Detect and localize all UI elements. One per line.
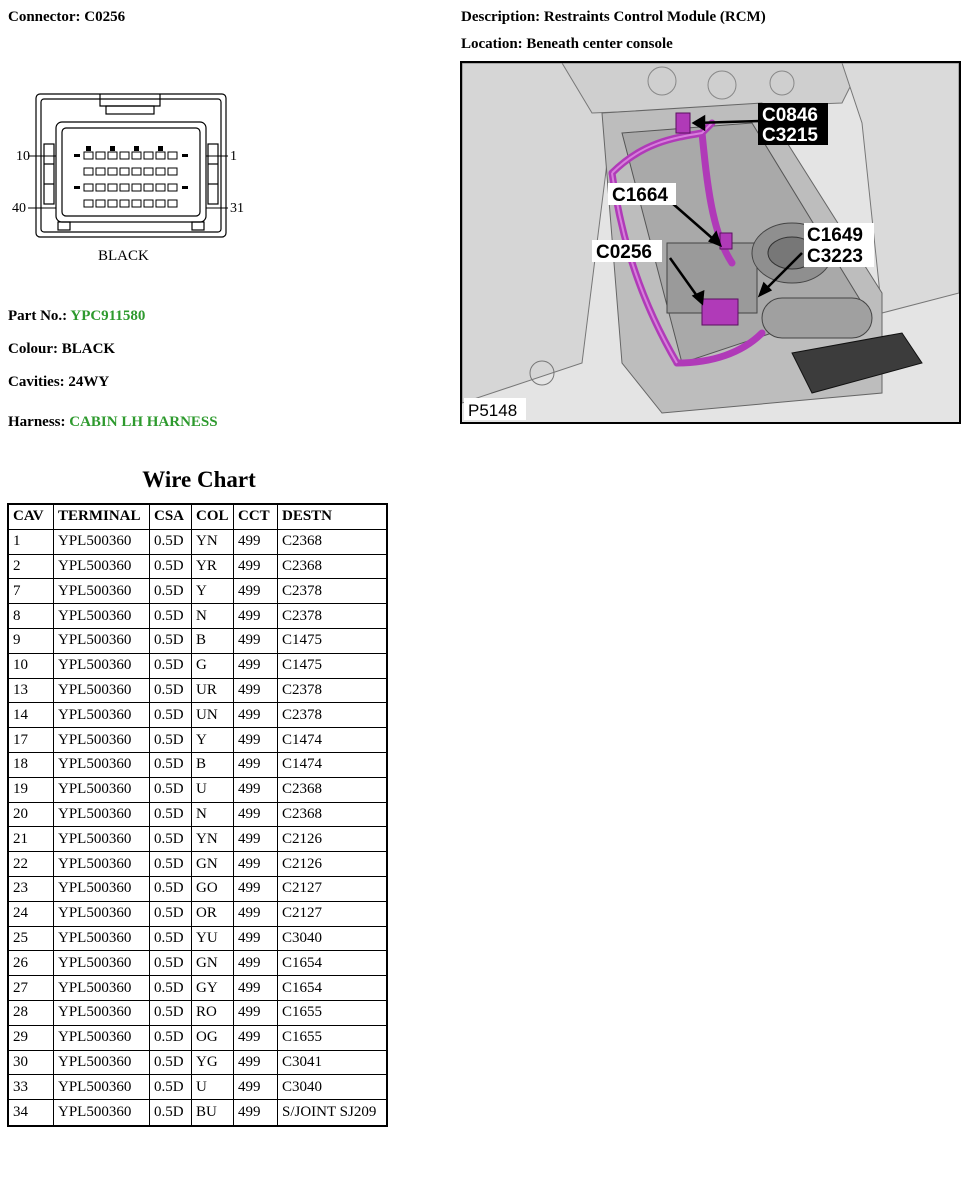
cell-csa: 0.5D [150, 1026, 192, 1051]
cell-cct: 499 [234, 852, 278, 877]
cell-csa: 0.5D [150, 1075, 192, 1100]
cell-csa: 0.5D [150, 927, 192, 952]
cell-terminal: YPL500360 [54, 654, 150, 679]
table-header-row [9, 505, 386, 530]
cell-destn: C1474 [278, 728, 386, 753]
cell-cav: 13 [9, 679, 54, 704]
connector-face-diagram [8, 84, 258, 269]
cell-destn: S/JOINT SJ209 [278, 1100, 386, 1125]
connector-body-colour: BLACK [98, 248, 149, 264]
cell-csa: 0.5D [150, 629, 192, 654]
cell-col: RO [192, 1001, 234, 1026]
pin-label-10: 10 [16, 149, 30, 164]
cell-terminal: YPL500360 [54, 951, 150, 976]
table-row [9, 728, 386, 753]
description-line [461, 8, 766, 26]
cell-col: GO [192, 877, 234, 902]
header-col: COL [192, 505, 234, 530]
cell-col: G [192, 654, 234, 679]
cell-cct: 499 [234, 1075, 278, 1100]
cell-terminal: YPL500360 [54, 1051, 150, 1076]
table-row [9, 604, 386, 629]
cell-cct: 499 [234, 927, 278, 952]
cell-destn: C1654 [278, 951, 386, 976]
table-row [9, 1026, 386, 1051]
cell-csa: 0.5D [150, 1051, 192, 1076]
cavities-label: Cavities: [8, 374, 65, 390]
cell-cav: 22 [9, 852, 54, 877]
cell-destn: C2127 [278, 902, 386, 927]
table-row [9, 1001, 386, 1026]
cell-cav: 34 [9, 1100, 54, 1125]
cell-cav: 2 [9, 555, 54, 580]
cell-csa: 0.5D [150, 679, 192, 704]
location-line [461, 35, 673, 53]
cell-cct: 499 [234, 902, 278, 927]
cell-cct: 499 [234, 703, 278, 728]
cell-cct: 499 [234, 679, 278, 704]
header-terminal: TERMINAL [54, 505, 150, 530]
callout-c1649: C1649 [807, 225, 863, 246]
cell-destn: C3040 [278, 1075, 386, 1100]
cell-destn: C2378 [278, 703, 386, 728]
connector-id: C0256 [84, 9, 126, 25]
cell-terminal: YPL500360 [54, 877, 150, 902]
pin-label-31: 31 [230, 201, 244, 216]
header-cct: CCT [234, 505, 278, 530]
wire-chart-body [9, 530, 386, 1125]
table-row [9, 1075, 386, 1100]
cell-cav: 24 [9, 902, 54, 927]
colour-line [8, 340, 115, 358]
cell-col: GN [192, 951, 234, 976]
cell-csa: 0.5D [150, 1001, 192, 1026]
connector-label: Connector: [8, 9, 81, 25]
cell-cav: 28 [9, 1001, 54, 1026]
cell-cav: 21 [9, 827, 54, 852]
cell-cav: 25 [9, 927, 54, 952]
cell-terminal: YPL500360 [54, 530, 150, 555]
cell-col: GN [192, 852, 234, 877]
cell-col: BU [192, 1100, 234, 1125]
location-illustration [460, 61, 961, 424]
callout-c3215: C3215 [762, 125, 818, 146]
cell-cct: 499 [234, 579, 278, 604]
cell-col: OR [192, 902, 234, 927]
table-row [9, 579, 386, 604]
cell-col: N [192, 604, 234, 629]
cell-csa: 0.5D [150, 827, 192, 852]
cell-destn: C3041 [278, 1051, 386, 1076]
cell-col: YU [192, 927, 234, 952]
cell-csa: 0.5D [150, 753, 192, 778]
cell-destn: C2126 [278, 852, 386, 877]
cell-cav: 14 [9, 703, 54, 728]
header-destn: DESTN [278, 505, 386, 530]
table-row [9, 530, 386, 555]
cell-cav: 1 [9, 530, 54, 555]
cell-col: GY [192, 976, 234, 1001]
cell-cav: 20 [9, 803, 54, 828]
location-label: Location: [461, 36, 523, 52]
cell-terminal: YPL500360 [54, 1100, 150, 1125]
cell-csa: 0.5D [150, 803, 192, 828]
cell-cct: 499 [234, 1001, 278, 1026]
cell-terminal: YPL500360 [54, 753, 150, 778]
cell-cct: 499 [234, 827, 278, 852]
cell-cct: 499 [234, 778, 278, 803]
cell-terminal: YPL500360 [54, 1075, 150, 1100]
figure-id: P5148 [468, 401, 518, 420]
cell-destn: C1655 [278, 1026, 386, 1051]
cell-cav: 18 [9, 753, 54, 778]
callout-c1664: C1664 [612, 185, 668, 206]
wire-chart-table [7, 503, 388, 1127]
cell-terminal: YPL500360 [54, 778, 150, 803]
cell-terminal: YPL500360 [54, 679, 150, 704]
cell-cct: 499 [234, 976, 278, 1001]
cell-col: OG [192, 1026, 234, 1051]
cell-destn: C2127 [278, 877, 386, 902]
cell-destn: C1475 [278, 654, 386, 679]
cell-cct: 499 [234, 654, 278, 679]
cell-terminal: YPL500360 [54, 703, 150, 728]
cell-terminal: YPL500360 [54, 827, 150, 852]
cell-col: YN [192, 827, 234, 852]
cell-terminal: YPL500360 [54, 629, 150, 654]
cell-csa: 0.5D [150, 976, 192, 1001]
cell-cct: 499 [234, 1026, 278, 1051]
cell-col: B [192, 629, 234, 654]
table-row [9, 629, 386, 654]
header-cav: CAV [9, 505, 54, 530]
cell-terminal: YPL500360 [54, 1026, 150, 1051]
location-value: Beneath center console [526, 36, 673, 52]
cell-cav: 27 [9, 976, 54, 1001]
description-value: Restraints Control Module (RCM) [543, 9, 766, 25]
cell-csa: 0.5D [150, 778, 192, 803]
cell-cct: 499 [234, 530, 278, 555]
cell-destn: C2126 [278, 827, 386, 852]
cell-cav: 7 [9, 579, 54, 604]
pin-label-40: 40 [12, 201, 26, 216]
part-number-link[interactable]: YPC911580 [70, 308, 146, 324]
table-row [9, 951, 386, 976]
table-row [9, 852, 386, 877]
table-row [9, 877, 386, 902]
cell-col: YN [192, 530, 234, 555]
cell-csa: 0.5D [150, 530, 192, 555]
cell-cav: 9 [9, 629, 54, 654]
cell-cct: 499 [234, 555, 278, 580]
colour-value: BLACK [61, 341, 116, 357]
cell-terminal: YPL500360 [54, 555, 150, 580]
cell-cct: 499 [234, 877, 278, 902]
cell-csa: 0.5D [150, 951, 192, 976]
cell-cct: 499 [234, 803, 278, 828]
cell-cct: 499 [234, 728, 278, 753]
pin-label-1: 1 [230, 149, 237, 164]
cell-col: B [192, 753, 234, 778]
cell-csa: 0.5D [150, 703, 192, 728]
cell-destn: C2378 [278, 604, 386, 629]
part-number-line [8, 307, 145, 325]
header-csa: CSA [150, 505, 192, 530]
cell-terminal: YPL500360 [54, 852, 150, 877]
cell-destn: C1474 [278, 753, 386, 778]
cell-destn: C2368 [278, 555, 386, 580]
cell-cav: 10 [9, 654, 54, 679]
cell-col: U [192, 1075, 234, 1100]
cell-destn: C2378 [278, 679, 386, 704]
table-row [9, 555, 386, 580]
cell-destn: C2368 [278, 803, 386, 828]
cell-destn: C1475 [278, 629, 386, 654]
callout-c0256: C0256 [596, 242, 652, 263]
table-row [9, 679, 386, 704]
cell-csa: 0.5D [150, 902, 192, 927]
cell-destn: C2368 [278, 778, 386, 803]
part-number-label: Part No.: [8, 308, 68, 324]
table-row [9, 654, 386, 679]
cell-cav: 29 [9, 1026, 54, 1051]
table-row [9, 753, 386, 778]
cell-cav: 26 [9, 951, 54, 976]
callout-c3223: C3223 [807, 246, 863, 267]
cell-destn: C1654 [278, 976, 386, 1001]
cell-cav: 8 [9, 604, 54, 629]
colour-label: Colour: [8, 341, 58, 357]
cell-cav: 30 [9, 1051, 54, 1076]
cell-col: Y [192, 728, 234, 753]
cell-csa: 0.5D [150, 728, 192, 753]
cell-csa: 0.5D [150, 579, 192, 604]
harness-link[interactable]: CABIN LH HARNESS [69, 414, 218, 430]
table-row [9, 827, 386, 852]
cell-csa: 0.5D [150, 604, 192, 629]
cell-cav: 23 [9, 877, 54, 902]
cell-cav: 19 [9, 778, 54, 803]
cell-terminal: YPL500360 [54, 976, 150, 1001]
cell-terminal: YPL500360 [54, 579, 150, 604]
cell-cav: 33 [9, 1075, 54, 1100]
cell-col: Y [192, 579, 234, 604]
table-row [9, 1100, 386, 1125]
cell-cav: 17 [9, 728, 54, 753]
description-label: Description: [461, 9, 541, 25]
cell-destn: C3040 [278, 927, 386, 952]
cell-col: N [192, 803, 234, 828]
table-row [9, 778, 386, 803]
table-row [9, 902, 386, 927]
cell-cct: 499 [234, 629, 278, 654]
table-row [9, 927, 386, 952]
table-row [9, 1051, 386, 1076]
cell-col: U [192, 778, 234, 803]
wire-chart-title: Wire Chart [142, 467, 256, 492]
cavities-value: 24WY [68, 374, 110, 390]
harness-label: Harness: [8, 414, 66, 430]
cell-terminal: YPL500360 [54, 1001, 150, 1026]
cell-terminal: YPL500360 [54, 803, 150, 828]
cell-destn: C1655 [278, 1001, 386, 1026]
cell-col: YG [192, 1051, 234, 1076]
cell-cct: 499 [234, 1051, 278, 1076]
cell-terminal: YPL500360 [54, 902, 150, 927]
cell-col: YR [192, 555, 234, 580]
cell-destn: C2368 [278, 530, 386, 555]
cell-terminal: YPL500360 [54, 728, 150, 753]
cavities-line [8, 373, 109, 391]
cell-csa: 0.5D [150, 1100, 192, 1125]
cell-csa: 0.5D [150, 555, 192, 580]
harness-line [8, 413, 218, 431]
cell-destn: C2378 [278, 579, 386, 604]
cell-cct: 499 [234, 951, 278, 976]
cell-cct: 499 [234, 753, 278, 778]
cell-csa: 0.5D [150, 852, 192, 877]
cell-terminal: YPL500360 [54, 927, 150, 952]
cell-col: UR [192, 679, 234, 704]
cell-cct: 499 [234, 604, 278, 629]
connector-heading [8, 8, 125, 26]
cell-csa: 0.5D [150, 877, 192, 902]
table-row [9, 803, 386, 828]
cell-col: UN [192, 703, 234, 728]
cell-csa: 0.5D [150, 654, 192, 679]
callout-c0846: C0846 [762, 105, 818, 126]
table-row [9, 976, 386, 1001]
table-row [9, 703, 386, 728]
cell-terminal: YPL500360 [54, 604, 150, 629]
cell-cct: 499 [234, 1100, 278, 1125]
